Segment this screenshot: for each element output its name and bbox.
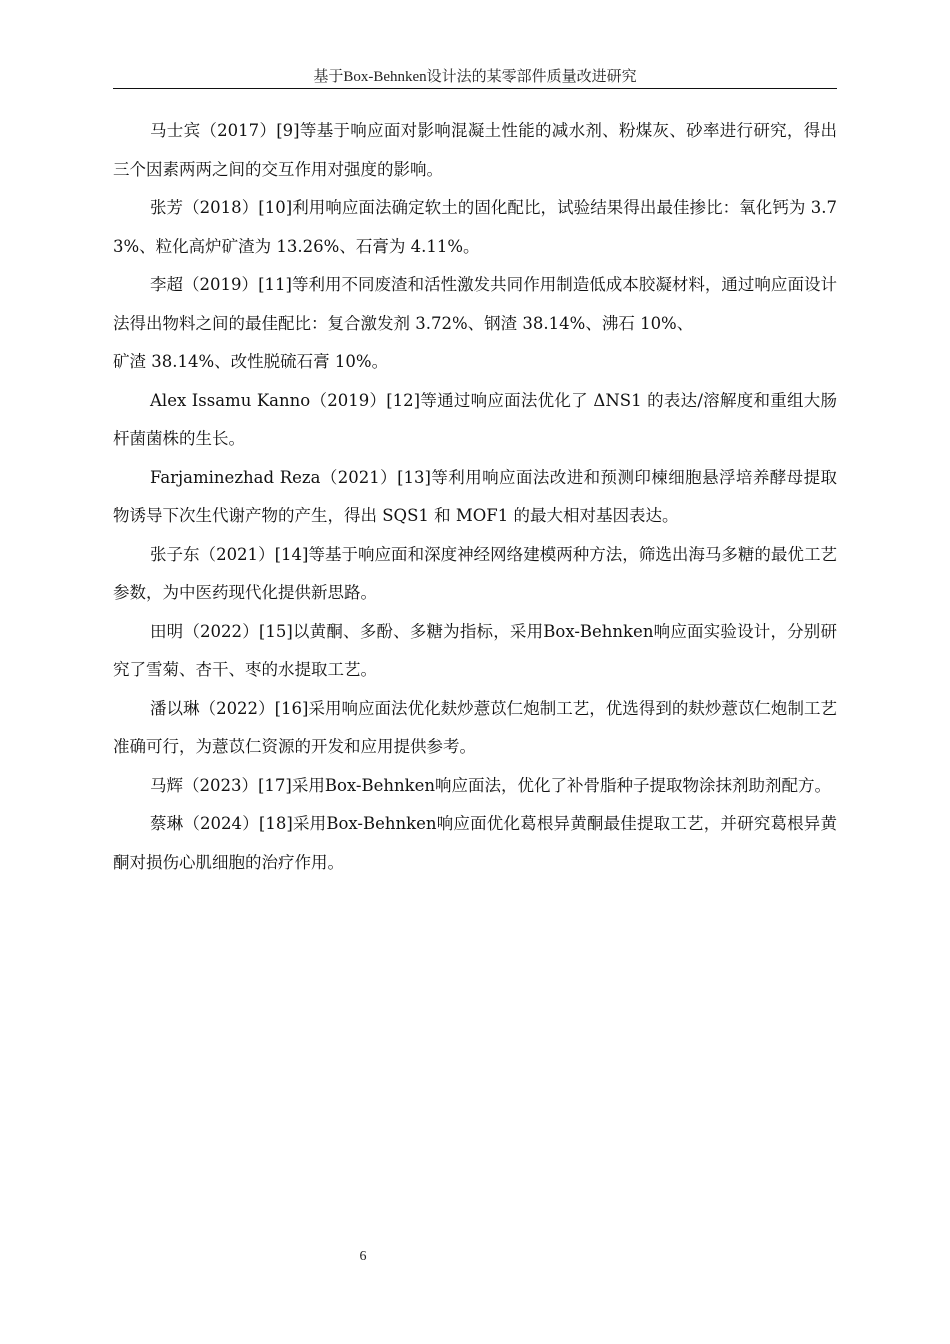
body-text [113,112,837,882]
paragraph-cai-lin-2024: 蔡琳（2024）[18]采用Box-Behnken响应面优化葛根异黄酮最佳提取工艺，并研究葛根异黄酮对损伤心肌细胞的治疗作用。 [113,814,837,872]
paragraph-li-chao-2019-continued: 矿渣 38.14%、改性脱硫石膏 10%。 [113,352,389,371]
paragraph-ma-hui-2023: 马辉（2023）[17]采用Box-Behnken响应面法，优化了补骨脂种子提取物涂抹剂助剂配方。 [150,775,832,795]
paragraph-tian-ming-2022: 田明（2022）[15]以黄酮、多酚、多糖为指标，采用Box-Behnken响应面实验设计，分别研究了雪菊、杏干、枣的水提取工艺。 [113,621,837,679]
paragraph-zhang-zidong-2021: 张子东（2021）[14]等基于响应面和深度神经网络建模两种方法，筛选出海马多糖的最优工艺参数，为中医药现代化提供新思路。 [113,544,837,602]
paragraph-kanno-2019: Alex Issamu Kanno（2019）[12]等通过响应面法优化了 ΔNS1 的表达/溶解度和重组大肠杆菌菌株的生长。 [113,390,837,448]
paragraph-reza-2021: Farjaminezhad Reza（2021）[13]等利用响应面法改进和预测印楝细胞悬浮培养酵母提取物诱导下次生代谢产物的产生，得出 SQS1 和 MOF1 的最大相对基因表达。 [113,467,837,525]
running-header: 基于Box-Behnken设计法的某零部件质量改进研究 [313,69,637,85]
paragraph-zhang-fang-2018: 张芳（2018）[10]利用响应面法确定软土的固化配比，试验结果得出最佳掺比：氧化钙为 3.73%、粒化高炉矿渣为 13.26%、石膏为 4.11%。 [113,198,837,256]
paragraph-ma-shibin-2017: 马士宾（2017）[9]等基于响应面对影响混凝土性能的减水剂、粉煤灰、砂率进行研究，得出三个因素两两之间的交互作用对强度的影响。 [113,121,837,179]
paragraph-li-chao-2019: 李超（2019）[11]等利用不同废渣和活性激发共同作用制造低成本胶凝材料，通过响应面设计法得出物料之间的最佳配比：复合激发剂 3.72%、钢渣 38.14%、沸石 10%、 [113,275,837,333]
header-rule [113,88,837,89]
paragraph-pan-yilin-2022: 潘以琳（2022）[16]采用响应面法优化麸炒薏苡仁炮制工艺，优选得到的麸炒薏苡仁炮制工艺准确可行，为薏苡仁资源的开发和应用提供参考。 [113,698,837,756]
page-number: 6 [359,1249,367,1264]
